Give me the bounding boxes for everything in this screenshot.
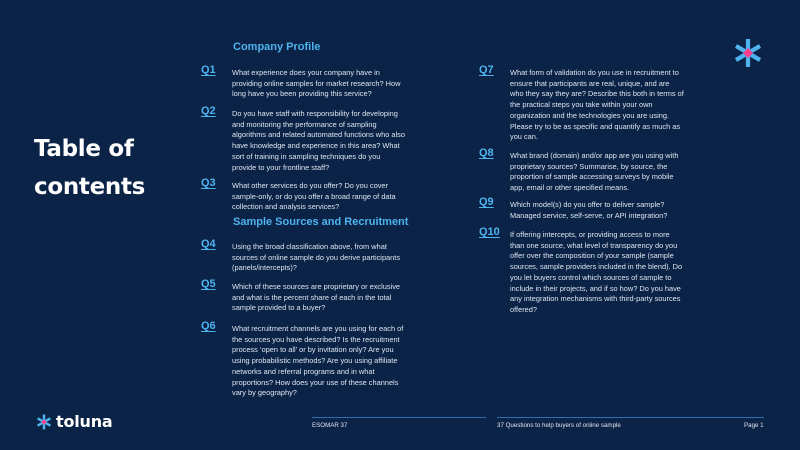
question-text: What form of validation do you use in recruitment to ensure that participants are real, unique, and are who they say they are? Describe this both in terms of the practical steps you take within your own organization and the technologies you are using. Please try to be as specific and quantify as much as you can. <box>510 68 684 142</box>
toc-entry-q7[interactable] <box>479 64 684 143</box>
section-sample-sources: Sample Sources and Recruitment <box>233 216 409 228</box>
question-number[interactable]: Q6 <box>201 320 216 332</box>
question-text: What brand (domain) and/or app are you using with proprietary sources? Summarise, by source, the proportion of sample accessing surveys by mobile app, email or other specified means. <box>510 151 679 193</box>
question-number[interactable]: Q4 <box>201 238 216 250</box>
question-text: Do you have staff with responsibility for developing and monitoring the performance of sampling algorithms and related automated functions who also have knowledge and experience in this area? What sort of training in sampling techniques do you provide to your frontline staff? <box>232 109 405 172</box>
toc-entry-q2[interactable] <box>201 105 406 173</box>
toc-entry-q5[interactable] <box>201 278 406 314</box>
toc-entry-q8[interactable] <box>479 147 684 194</box>
toc-entry-q4[interactable] <box>201 238 406 274</box>
question-number[interactable]: Q2 <box>201 105 216 117</box>
question-text: What other services do you offer? Do you cover sample-only, or do you offer a broad range of data collection and analysis services? <box>232 181 396 212</box>
toc-title <box>34 130 145 206</box>
question-number[interactable]: Q3 <box>201 177 216 189</box>
toluna-logo-icon <box>36 414 52 430</box>
brand-logo <box>36 412 113 431</box>
toc-title-line2: contents <box>34 174 146 200</box>
question-number[interactable]: Q1 <box>201 64 216 76</box>
footer-doc-label: ESOMAR 37 <box>312 422 348 429</box>
toc-entry-q6[interactable] <box>201 320 406 399</box>
question-text: If offering intercepts, or providing access to more than one source, what level of transparency do you offer over the composition of your sample (sample sources, sample providers included in the blend). Do you let buyers control which sources of sample to include in their projects, and if so how? Do you have any integration mechanisms with third-party sources offered? <box>510 230 683 314</box>
section-company-profile: Company Profile <box>233 41 321 53</box>
question-text: Which of these sources are proprietary or exclusive and what is the percent share of each in the total sample provided to a buyer? <box>232 282 401 313</box>
question-number[interactable]: Q7 <box>479 64 494 76</box>
question-text: Using the broad classification above, from what sources of online sample do you derive participants (panels/intercepts)? <box>232 242 401 273</box>
question-text: What experience does your company have in providing online samples for market research? How long have you been providing this service? <box>232 68 401 99</box>
question-text: What recruitment channels are you using for each of the sources you have described? Is the recruitment process ‘open to all’ or by invitation only? Are you using probabilistic methods? Are you using affiliate networks and referral programs and in what proportions? How does your use of these channels vary by geography? <box>232 324 404 398</box>
toc-entry-q10[interactable] <box>479 226 684 316</box>
question-number[interactable]: Q9 <box>479 196 494 208</box>
question-number[interactable]: Q10 <box>479 226 500 238</box>
question-number[interactable]: Q8 <box>479 147 494 159</box>
toc-entry-q9[interactable] <box>479 196 684 221</box>
toc-title-line1: Table of <box>34 136 134 162</box>
question-number[interactable]: Q5 <box>201 278 216 290</box>
question-text: Which model(s) do you offer to deliver sample? Managed service, self-serve, or API integration? <box>510 200 668 220</box>
page-number: Page 1 <box>744 422 764 429</box>
toluna-star-logo-icon <box>733 38 763 68</box>
toc-entry-q1[interactable] <box>201 64 406 100</box>
footer-doc-title: 37 Questions to help buyers of online sample <box>497 422 621 429</box>
footer-divider-right <box>497 417 764 418</box>
brand-name: toluna <box>56 412 113 431</box>
toc-entry-q3[interactable] <box>201 177 406 213</box>
footer-divider-left <box>312 417 486 418</box>
